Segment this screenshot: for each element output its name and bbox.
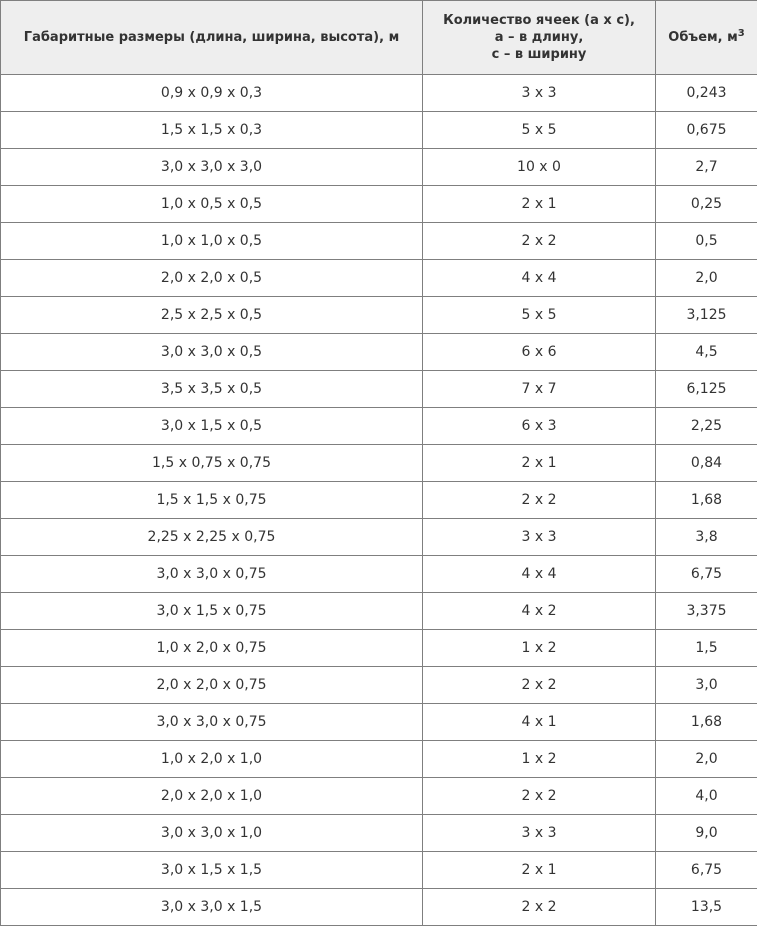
table-row: [1, 223, 757, 260]
cell-cells: 2 х 1: [423, 186, 656, 223]
cell-cells: 2 х 2: [423, 778, 656, 815]
cell-size: 3,0 х 3,0 х 1,5: [1, 889, 423, 926]
table-row: [1, 408, 757, 445]
cell-size: 1,0 х 0,5 х 0,5: [1, 186, 423, 223]
table-row: [1, 667, 757, 704]
header-cells-line-2: а – в длину,: [427, 29, 651, 46]
cell-size: 1,5 х 1,5 х 0,3: [1, 112, 423, 149]
table-body: [1, 75, 757, 926]
cell-size: 3,0 х 3,0 х 3,0: [1, 149, 423, 186]
table-row: [1, 371, 757, 408]
table-row: [1, 593, 757, 630]
cell-size: 3,0 х 3,0 х 0,75: [1, 704, 423, 741]
cell-cells: 4 х 4: [423, 556, 656, 593]
table-row: [1, 741, 757, 778]
cell-size: 3,0 х 3,0 х 1,0: [1, 815, 423, 852]
cell-cells: 10 х 0: [423, 149, 656, 186]
cell-size: 2,0 х 2,0 х 1,0: [1, 778, 423, 815]
table-row: [1, 297, 757, 334]
cell-size: 3,0 х 1,5 х 1,5: [1, 852, 423, 889]
header-volume-sup: 3: [738, 28, 745, 39]
table-row: [1, 260, 757, 297]
cell-cells: 6 х 6: [423, 334, 656, 371]
cell-cells: 5 х 5: [423, 112, 656, 149]
table-row: [1, 630, 757, 667]
cell-cells: 2 х 2: [423, 889, 656, 926]
cell-size: 3,0 х 3,0 х 0,75: [1, 556, 423, 593]
cell-volume: 0,84: [656, 445, 757, 482]
cell-size: 2,0 х 2,0 х 0,75: [1, 667, 423, 704]
cell-volume: 6,75: [656, 556, 757, 593]
cell-volume: 6,75: [656, 852, 757, 889]
cell-volume: 9,0: [656, 815, 757, 852]
cell-size: 3,5 х 3,5 х 0,5: [1, 371, 423, 408]
table-row: [1, 149, 757, 186]
cell-cells: 2 х 1: [423, 852, 656, 889]
cell-volume: 1,68: [656, 704, 757, 741]
table-row: [1, 889, 757, 926]
table-row: [1, 445, 757, 482]
cell-volume: 0,243: [656, 75, 757, 112]
cell-cells: 6 х 3: [423, 408, 656, 445]
cell-volume: 1,68: [656, 482, 757, 519]
cell-size: 2,25 х 2,25 х 0,75: [1, 519, 423, 556]
cell-cells: 7 х 7: [423, 371, 656, 408]
cell-volume: 0,5: [656, 223, 757, 260]
table-row: [1, 519, 757, 556]
cell-size: 2,5 х 2,5 х 0,5: [1, 297, 423, 334]
header-cells: [423, 1, 656, 75]
cell-cells: 3 х 3: [423, 75, 656, 112]
table-row: [1, 704, 757, 741]
cell-size: 1,0 х 2,0 х 0,75: [1, 630, 423, 667]
header-size: Габаритные размеры (длина, ширина, высота), м: [1, 1, 423, 75]
table-row: [1, 334, 757, 371]
cell-cells: 3 х 3: [423, 519, 656, 556]
header-volume: [656, 1, 757, 75]
cell-volume: 2,0: [656, 260, 757, 297]
cell-cells: 2 х 2: [423, 667, 656, 704]
cell-cells: 2 х 2: [423, 482, 656, 519]
cell-cells: 1 х 2: [423, 741, 656, 778]
cell-size: 3,0 х 3,0 х 0,5: [1, 334, 423, 371]
cell-cells: 2 х 1: [423, 445, 656, 482]
cell-cells: 5 х 5: [423, 297, 656, 334]
table-row: [1, 778, 757, 815]
cell-volume: 4,5: [656, 334, 757, 371]
cell-volume: 2,7: [656, 149, 757, 186]
cell-volume: 6,125: [656, 371, 757, 408]
cell-cells: 4 х 2: [423, 593, 656, 630]
header-cells-line-3: с – в ширину: [427, 46, 651, 63]
table-row: [1, 112, 757, 149]
cell-size: 1,0 х 1,0 х 0,5: [1, 223, 423, 260]
cell-volume: 1,5: [656, 630, 757, 667]
cell-volume: 3,8: [656, 519, 757, 556]
cell-size: 1,0 х 2,0 х 1,0: [1, 741, 423, 778]
cell-size: 3,0 х 1,5 х 0,5: [1, 408, 423, 445]
table-row: [1, 556, 757, 593]
cell-cells: 1 х 2: [423, 630, 656, 667]
cell-volume: 0,25: [656, 186, 757, 223]
cell-volume: 13,5: [656, 889, 757, 926]
cell-cells: 3 х 3: [423, 815, 656, 852]
table-row: [1, 482, 757, 519]
cell-volume: 3,0: [656, 667, 757, 704]
table-row: [1, 852, 757, 889]
cell-volume: 0,675: [656, 112, 757, 149]
cell-size: 1,5 х 0,75 х 0,75: [1, 445, 423, 482]
cell-volume: 3,375: [656, 593, 757, 630]
table-row: [1, 815, 757, 852]
cell-cells: 2 х 2: [423, 223, 656, 260]
cell-volume: 2,25: [656, 408, 757, 445]
table-row: [1, 186, 757, 223]
cell-cells: 4 х 1: [423, 704, 656, 741]
table-row: [1, 75, 757, 112]
header-volume-label: Объем, м: [668, 30, 737, 45]
cell-size: 1,5 х 1,5 х 0,75: [1, 482, 423, 519]
cell-volume: 2,0: [656, 741, 757, 778]
cell-volume: 4,0: [656, 778, 757, 815]
cell-size: 0,9 х 0,9 х 0,3: [1, 75, 423, 112]
cell-size: 2,0 х 2,0 х 0,5: [1, 260, 423, 297]
cell-volume: 3,125: [656, 297, 757, 334]
header-row: [1, 1, 757, 75]
table-header: [1, 1, 757, 75]
header-cells-line-1: Количество ячеек (а х с),: [427, 12, 651, 29]
cell-size: 3,0 х 1,5 х 0,75: [1, 593, 423, 630]
cell-cells: 4 х 4: [423, 260, 656, 297]
